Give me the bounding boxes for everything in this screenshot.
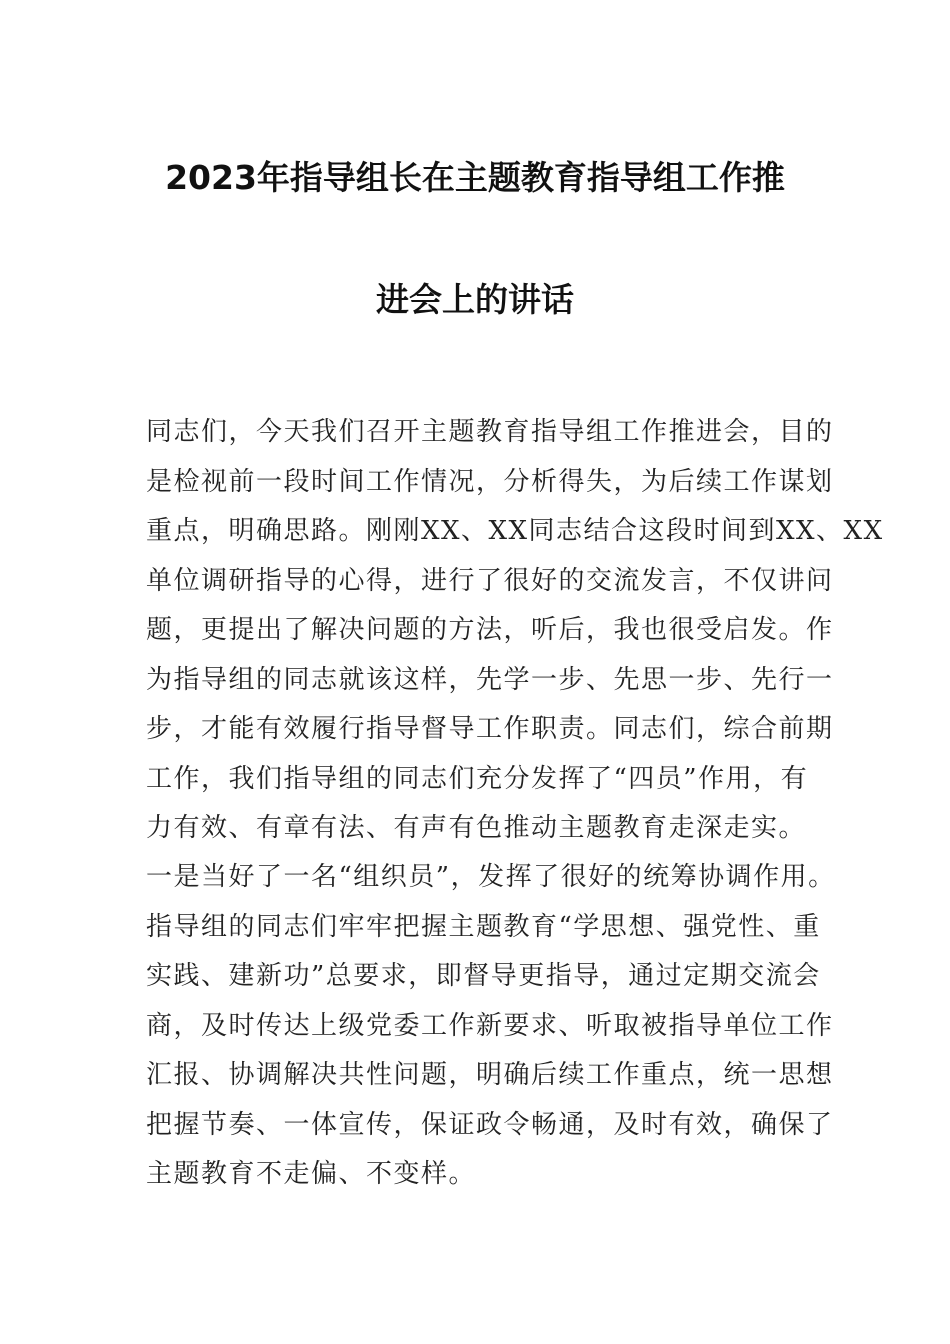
document-title-line-1: 2023年指导组长在主题教育指导组工作推 (165, 158, 785, 197)
paragraph-line: 题，更提出了解决问题的方法，听后，我也很受启发。作 (146, 615, 834, 645)
paragraph-line: 实践、建新功”总要求，即督导更指导，通过定期交流会 (146, 961, 821, 991)
paragraph-line: 为指导组的同志就该这样，先学一步、先思一步、先行一 (146, 664, 834, 695)
paragraph-line: 商，及时传达上级党委工作新要求、听取被指导单位工作 (146, 1010, 834, 1041)
paragraph-organizer (146, 853, 836, 1200)
paragraph-line: 步，才能有效履行指导督导工作职责。同志们，综合前期 (146, 714, 834, 744)
paragraph-line: 力有效、有章有法、有声有色推动主题教育走深走实。 (146, 813, 807, 843)
paragraph-line: 汇报、协调解决共性问题，明确后续工作重点，统一思想 (146, 1060, 834, 1090)
paragraph-line: 主题教育不走偏、不变样。 (146, 1159, 477, 1189)
paragraph-line: 一是当好了一名“组织员”，发挥了很好的统筹协调作用。 (146, 862, 836, 892)
paragraph-line: 把握节奏、一体宣传，保证政令畅通，及时有效，确保了 (146, 1109, 834, 1140)
paragraph-line: 同志们，今天我们召开主题教育指导组工作推进会，目的 (146, 417, 834, 447)
paragraph-line: 指导组的同志们牢牢把握主题教育“学思想、强党性、重 (146, 911, 821, 942)
paragraph-line: 单位调研指导的心得，进行了很好的交流发言，不仅讲问 (146, 565, 834, 596)
paragraph-line: 工作，我们指导组的同志们充分发挥了“四员”作用，有 (146, 763, 809, 794)
document-title-line-2: 进会上的讲话 (376, 280, 574, 319)
paragraph-line: 重点，明确思路。刚刚XX、XX同志结合这段时间到XX、XX (146, 516, 884, 546)
paragraph-line: 是检视前一段时间工作情况，分析得失，为后续工作谋划 (146, 466, 834, 497)
paragraph-opening (146, 408, 884, 854)
